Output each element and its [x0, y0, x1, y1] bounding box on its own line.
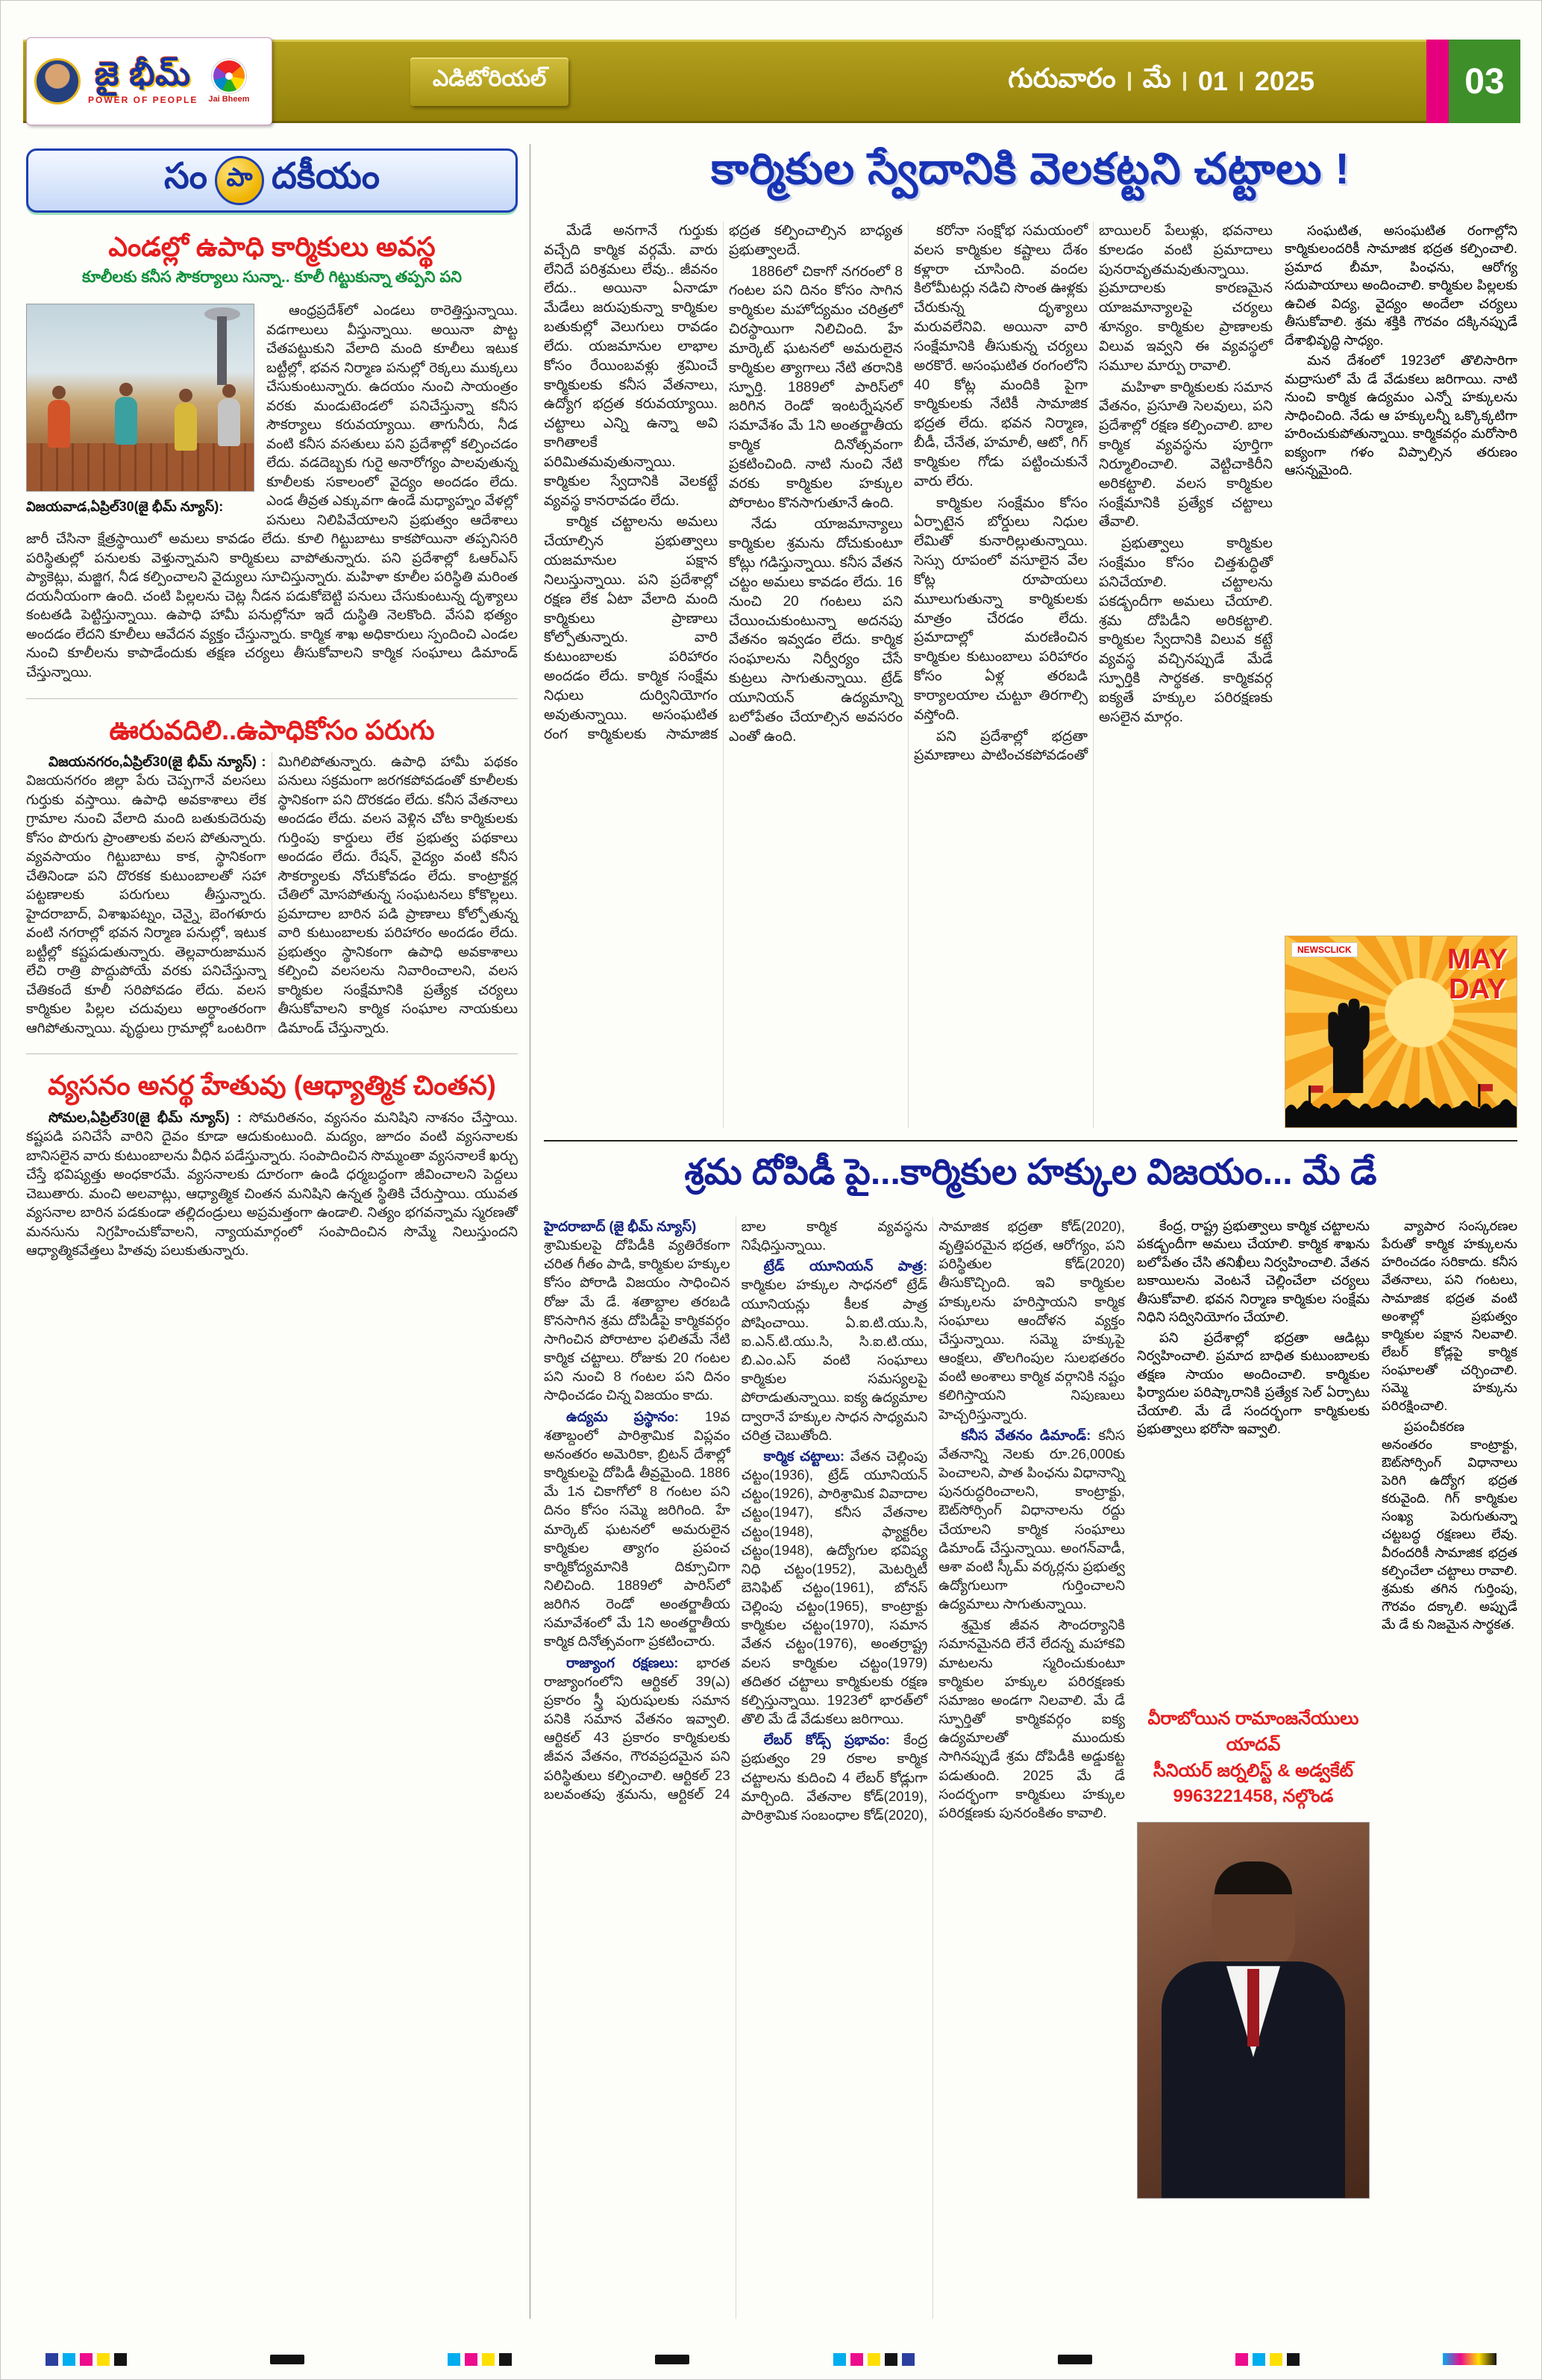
author-contact: 9963221458, నల్గొండ — [1173, 1786, 1334, 1807]
body-text: కనీస వేతనాన్ని నెలకు రూ.26,000కు పెంచాలని, పాత పింఛను విధానాన్ని పునరుద్ధరించాలని, కాంట్రాక్టు, ఔట్‌సోర్సింగ్ విధానాలను రద్దు చేయాలని కార్మిక సంఘాలు డిమాండ్ చేస్తున్నాయి. అంగన్‌వాడీ, ఆశా వంటి స్కీమ్ వర్కర్లను ప్రభుత్వ ఉద్యోగులుగా గుర్తించాలని ఉద్యమాలు సాగుతున్నాయి. — [938, 1427, 1125, 1612]
sub-heading: ట్రేడ్ యూనియన్ పాత్ర: — [763, 1258, 928, 1274]
dateline: హైదరాబాద్ (జై భీమ్ న్యూస్) — [544, 1218, 697, 1234]
section-title-part: దకీయం — [272, 156, 380, 196]
paragraph: 1886లో చికాగో నగరంలో 8 గంటల పని దినం కోసం సాగిన కార్మికుల మహోద్యమం చరిత్రలో చిరస్థాయిగా నిలిచింది. హే మార్కెట్ ఘటనలో అమరులైన కార్మికుల త్యాగాలు నేటి తరానికి స్ఫూర్తి. 1889లో పారిస్‌లో జరిగిన రెండో ఇంటర్నేషనల్ సమావేశం మే 1ని అంతర్జాతీయ కార్మిక దినోత్సవంగా ప్రకటించింది. నాటి నుంచి నేటి వరకు కార్మికుల హక్కుల పోరాటం కొనసాగుతూనే ఉంది. — [729, 263, 903, 511]
dateline: సోమల,ఏప్రిల్30(జై భీమ్ న్యూస్) : — [48, 1109, 242, 1125]
paragraph: కేంద్ర, రాష్ట్ర ప్రభుత్వాలు కార్మిక చట్టాలను పకడ్బందీగా అమలు చేయాలి. కార్మిక శాఖను బలోపేతం చేసి తనిఖీలు నిర్వహించాలి. వేతన బకాయిలను వెంటనే చెల్లించేలా చర్యలు తీసుకోవాలి. భవన నిర్మాణ కార్మికుల సంక్షేమ నిధిని సద్వినియోగం చేయాలి. — [1137, 1218, 1370, 1325]
sub-heading: కనీస వేతనం డిమాండ్: — [961, 1427, 1091, 1443]
mayday-article-headline: శ్రమ దోపిడీ పై...కార్మికుల హక్కుల విజయం... మే డే — [684, 1153, 1377, 1192]
article-body — [26, 1108, 518, 1260]
registration-dash — [655, 2355, 689, 2364]
article-title: ఎండల్లో ఉపాధి కార్మికులు అవస్థ — [108, 231, 436, 262]
sub-heading: లేబర్ కోడ్స్ ప్రభావం: — [763, 1732, 890, 1748]
article-subtitle: కూలీలకు కనీస సౌకర్యాలు సున్నా.. కూలీ గిట్టుకున్నా తప్పని పని — [81, 269, 463, 286]
color-marks — [46, 2353, 127, 2366]
author-name: వీరాబోయిన రామాంజనేయులు యాదవ్ — [1147, 1709, 1359, 1755]
body-text: భారత రాజ్యాంగంలోని ఆర్టికల్ 39(ఎ) ప్రకారం స్త్రీ పురుషులకు సమాన పనికి సమాన వేతనం ఇవ్వాలి. ఆర్టికల్ 43 ప్రకారం కార్మికులకు జీవన వేతనం, గౌరవప్రదమైన పని పరిస్థితులు కల్పించాలి. ఆర్టికల్ 23 బలవంతపు శ్రమను, ఆర్టికల్ 24 బాల కార్మిక వ్యవస్థను నిషేధిస్తున్నాయి. — [544, 1218, 928, 1802]
body-text: శ్రమైక జీవన సౌందర్యానికి సమానమైనది లేనే లేదన్న మహాకవి మాటలను స్మరించుకుంటూ కార్మికుల హక్కుల పరిరక్షణకు సమాజం అండగా నిలవాలి. మే డే స్ఫూర్తితో కార్మికవర్గం ఐక్య ఉద్యమాలతో ముందుకు సాగినప్పుడే శ్రమ దోపిడీకి అడ్డుకట్ట పడుతుంది. 2025 మే డే సందర్భంగా కార్మికులు హక్కుల పరిరక్షణకు పునరంకితం కావాలి. — [938, 1617, 1125, 1820]
article-spiritual — [26, 1053, 518, 1259]
may-day-label-line: MAY — [1447, 944, 1508, 975]
section-label: ఎడిటోరియల్ — [410, 57, 568, 106]
editorial-column — [26, 144, 530, 2319]
workers-photo — [26, 304, 254, 516]
article-body — [26, 752, 518, 1038]
sub-heading: ఉద్యమ ప్రస్థానం: — [566, 1408, 679, 1424]
crowd-silhouette — [1285, 1084, 1517, 1127]
date-month: మే — [1142, 62, 1171, 93]
date-day: 01 — [1197, 66, 1228, 96]
body-text: సోమరితనం, వ్యసనం మనిషిని నాశనం చేస్తాయి. కష్టపడి పనిచేసే వారిని దైవం కూడా ఆదుకుంటుంది. మద్యం, జూదం వంటి వ్యసనాలకు బానిసలైన వారు కుటుంబాలను వీధిన పడేస్తున్నారు. సంపాదించిన సొమ్మంతా వ్యసనాలకే ఖర్చు చేస్తే భవిష్యత్తు అంధకారమే. వ్యసనాలకు దూరంగా ఉండి ధర్మబద్ధంగా జీవించాలని పెద్దలు చెబుతారు. మంచి అలవాట్లు, ఆధ్యాత్మిక చింతన మనిషిని ఉన్నత స్థితికి చేరుస్తాయి. యువత వ్యసనాల బారిన పడకుండా తల్లిదండ్రులు అప్రమత్తంగా ఉండాలి. నిత్యం భగవన్నామ స్మరణతో మనసును నిగ్రహించుకోవాలని, న్యాయమార్గంలో సంపాదించిన సొమ్మే నిలుస్తుందని ఆధ్యాత్మికవేత్తలు హితవు పలుకుతున్నారు. — [26, 1109, 518, 1259]
may-day-label — [1447, 945, 1508, 1005]
section-divider — [544, 1140, 1517, 1142]
color-marks — [1235, 2353, 1300, 2366]
paper-tagline: POWER OF PEOPLE — [88, 95, 198, 105]
sub-heading: రాజ్యాంగ రక్షణలు: — [566, 1654, 679, 1670]
sub-heading: కార్మిక చట్టాలు: — [763, 1447, 845, 1464]
paper-logo-text: Jai Bheem — [208, 95, 250, 104]
body-text: వేతన చెల్లింపు చట్టం(1936), ట్రేడ్ యూనియన్ చట్టం(1926), పారిశ్రామిక వివాదాల చట్టం(1947), కనీస వేతనాల చట్టం(1948), ఫ్యాక్టరీల చట్టం(1948), ఉద్యోగుల భవిష్య నిధి చట్టం(1952), మెటర్నిటీ బెనిఫిట్ చట్టం(1961), బోనస్ చెల్లింపు చట్టం(1965), కాంట్రాక్టు కార్మికుల చట్టం(1970), సమాన వేతన చట్టం(1976), అంతర్రాష్ట్ర వలస కార్మికుల చట్టం(1979) తదితర చట్టాలు కార్మికులకు రక్షణ కల్పిస్తున్నాయి. 1923లో భారత్‌లో తొలి మే డే వేడుకలు జరిగాయి. — [741, 1447, 928, 1727]
main-headline: కార్మికుల స్వేదానికి వెలకట్టని చట్టాలు ! — [711, 145, 1350, 193]
paragraph — [544, 1407, 730, 1651]
paragraph: కరోనా సంక్షోభ సమయంలో వలస కార్మికుల కష్టాలు దేశం కళ్లారా చూసింది. వందల కిలోమీటర్లు నడిచి సొంత ఊళ్లకు చేరుకున్న దృశ్యాలు మరువలేనివి. అయినా వారి సంక్షేమానికి తీసుకున్న చర్యలు అరకొరే. అసంఘటిత రంగంలోని 40 కోట్ల మందికి పైగా కార్మికులకు నేటికీ సామాజిక భద్రత లేదు. భవన నిర్మాణ, బీడీ, చేనేత, హమాలీ, ఆటో, గిగ్ కార్మికుల గోడు పట్టించుకునే వారు లేరు. — [914, 223, 1088, 489]
print-registration-marks — [46, 2351, 1496, 2367]
editorial-article — [544, 222, 1517, 1128]
date-weekday: గురువారం — [1008, 62, 1116, 93]
date-separator — [1128, 72, 1131, 91]
brick-workers-image — [26, 304, 254, 492]
paragraph: మహిళా కార్మికులకు సమాన వేతనం, ప్రసూతి సెలవులు, పని ప్రదేశాల్లో రక్షణ కల్పించాలి. బాల కార్మిక వ్యవస్థను పూర్తిగా నిర్మూలించాలి. వెట్టిచాకిరీని అరికట్టాలి. వలస కార్మికుల సంక్షేమానికి ప్రత్యేక చట్టాలు తేవాలి. — [1099, 379, 1273, 530]
author-title: సీనియర్ జర్నలిస్ట్ & అడ్వకేట్ — [1153, 1760, 1354, 1781]
color-gradient-strip — [1443, 2353, 1496, 2365]
section-title-part: సం — [163, 156, 208, 196]
paragraph: సంఘటిత, అసంఘటిత రంగాల్లోని కార్మికులందరికీ సామాజిక భద్రత కల్పించాలి. ప్రమాద బీమా, పింఛను, ఆరోగ్య సదుపాయాలు అందించాలి. కార్మికుల పిల్లలకు ఉచిత విద్య, వైద్యం అందేలా చర్యలు తీసుకోవాలి. శ్రమ శక్తికి గౌరవం దక్కినప్పుడే దేశాభివృద్ధి సాధ్యం. — [1285, 223, 1517, 348]
body-text: కార్మికుల హక్కుల సాధనలో ట్రేడ్ యూనియన్లు కీలక పాత్ర పోషించాయి. ఏ.ఐ.టి.యు.సి, ఐ.ఎన్.టి.యు.సి, సి.ఐ.టి.యు, బి.ఎం.ఎస్ వంటి సంఘాలు కార్మికుల సమస్యలపై పోరాడుతున్నాయి. ఐక్య ఉద్యమాల ద్వారానే హక్కుల సాధన సాధ్యమని చరిత్ర చెబుతోంది. — [741, 1277, 928, 1443]
body-text: కేంద్ర ప్రభుత్వం 29 రకాల కార్మిక చట్టాలను కుదించి 4 లేబర్ కోడ్లుగా మార్చింది. వేతనాల కోడ్(2019), పారిశ్రామిక సంబంధాల కోడ్(2020), సామాజిక భద్రతా కోడ్(2020), వృత్తిపరమైన భద్ర‌త, ఆరోగ్యం, పని పరిస్థితుల కోడ్(2020) తీసుకొచ్చింది. ఇవి కార్మికుల హక్కులను హరిస్తాయని కార్మిక సంఘాలు ఆందోళన వ్యక్తం చేస్తున్నాయి. సమ్మె హక్కుపై ఆంక్షలు, తొలగింపుల సులభతరం వంటి అంశాలు కార్మిక వర్గానికి నష్టం కలిగిస్తాయని నిపుణులు హెచ్చరిస్తున్నారు. — [741, 1218, 1125, 1823]
may-day-label-line: DAY — [1449, 973, 1506, 1005]
side-column-text — [1285, 222, 1517, 928]
paragraph: కార్మికుల సంక్షేమం కోసం ఏర్పాటైన బోర్డులు నిధుల లేమితో కునారిల్లుతున్నాయి. సెస్సు రూపంలో వసూలైన వేల కోట్ల రూపాయలు మూలుగుతున్నా కార్మికులకు మాత్రం చేరడం లేదు. ప్రమాదాల్లో మరణించిన కార్మికుల కుటుంబాలు పరిహారం కోసం ఏళ్ల తరబడి కార్యాలయాల చుట్టూ తిరగాల్సి వస్తోంది. — [914, 495, 1088, 723]
color-marks — [448, 2353, 512, 2366]
author-photo — [1137, 1822, 1370, 2199]
publication-date — [1008, 63, 1314, 101]
article-body: ఆంధ్రప్రదేశ్‌లో ఎండలు ఠారెత్తిస్తున్నాయి. వడగాలులు వీస్తున్నాయి. అయినా పొట్ట చేతపట్టుకుని వేలాది మంది కూలీలు ఇటుక బట్టీల్లో, భవన నిర్మాణ పనుల్లో రెక్కలు ముక్కలు చేసుకుంటున్నారు. ఉదయం నుంచి సాయంత్రం వరకు మండుటెండలో పనిచేస్తున్నా కనీస సౌకర్యాలు కరువయ్యాయి. తాగునీరు, నీడ వంటి కనీస వసతులు పని ప్రదేశాల్లో కల్పించడం లేదు. వడదెబ్బకు గురై అనారోగ్యం పాలవుతున్న కూలీలకు సకాలంలో వైద్యం అందడం లేదు. ఎండ తీవ్రత ఎక్కువగా ఉండే మధ్యాహ్నం వేళల్లో పనులు నిలిపివేయాలని ప్రభుత్వం ఆదేశాలు జారీ చేసినా క్షేత్రస్థాయిలో అమలు కావడం లేదు. కూలి గిట్టుబాటు కాకపోయినా తప్పనిసరి పరిస్థితుల్లో పనులకు వెళ్తున్నామని కార్మికులు వాపోతున్నారు. పని ప్రదేశాల్లో ఓఆర్ఎస్ ప్యాకెట్లు, మజ్జిగ, నీడ కల్పించాలని వైద్యులు సూచిస్తున్నారు. మహిళా కూలీల పరిస్థితి మరింత దయనీయంగా ఉంది. చంటి పిల్లలను చెట్ల నీడన పడుకోబెట్టి పనులు చేసుకుంటున్న దృశ్యాలు కంటతడి పెట్టిస్తున్నాయి. ఉపాధి హామీ పనుల్లోనూ ఇదే దుస్థితి నెలకొంది. వేసవి భత్యం అందడం లేదని కూలీలు ఆవేదన వ్యక్తం చేస్తున్నారు. కార్మిక శాఖ అధికారులు స్పందించి ఎండల నుంచి కూలీలను కాపాడేందుకు తక్షణ చర్యలు తీసుకోవాలని కార్మిక సంఘాలు డిమాండ్ చేస్తున్నాయి. — [26, 302, 518, 680]
editorial-side-column — [1285, 222, 1517, 1128]
worker-figure — [218, 398, 240, 446]
paragraph: వ్యాపార సంస్కరణల పేరుతో కార్మిక హక్కులను హరించడం సరికాదు. కనీస వేతనాలు, పని గంటలు, సామాజిక భద్రత వంటి అంశాల్లో ప్రభుత్వం కార్మికుల పక్షాన నిలవాలి. లేబర్ కోడ్లపై కార్మిక సంఘాలతో చర్చించాలి. సమ్మె హక్కును పరిరక్షించాలి. — [1382, 1218, 1517, 1414]
paragraph: ప్రభుత్వాలు కార్మికుల సంక్షేమం కోసం చిత్తశుద్ధితో పనిచేయాలి. చట్టాలను పకడ్బందీగా అమలు చేయాలి. శ్రమ దోపిడీని అరికట్టాలి. కార్మికుల స్వేదానికి విలువ కట్టే వ్యవస్థ వచ్చినప్పుడే మేడే స్ఫూర్తికి సార్థకత. కార్మికవర్గ ఐక్యతే హక్కుల పరిరక్షణకు అసలైన మార్గం. — [1099, 536, 1273, 725]
body-text: విజయనగరం జిల్లా పేరు చెప్పగానే వలసలు గుర్తుకు వస్తాయి. ఉపాధి అవకాశాలు లేక గ్రామాల నుంచి వేలాది మంది బతుకుదెరువు కోసం పొరుగు ప్రాంతాలకు వలస పోతున్నారు. వ్యవసాయం గిట్టుబాటు కాక, స్థానికంగా చేతినిండా పని దొరకక కుటుంబాలతో సహా పట్టణాలకు పరుగులు తీస్తున్నారు. హైదరాబాద్, విశాఖపట్నం, చెన్నై, బెంగళూరు వంటి నగరాల్లో భవన నిర్మాణ పనుల్లో, ఇటుక బట్టీల్లో కష్టపడుతున్నారు. తెల్లవారుజామున లేచి రాత్రి పొద్దుపోయే వరకు పనిచేస్తున్నా చేతికందే కూలీ సరిపోవడం లేదు. వలస కార్మికుల పిల్లల చదువులు అర్ధాంతరంగా ఆగిపోతున్నాయి. వృద్ధులు గ్రామాల్లో ఒంటరిగా మిగిలిపోతున్నారు. ఉపాధి హామీ పథకం పనులు సక్రమంగా జరగకపోవడంతో కూలీలకు స్థానికంగా పని దొరకడం లేదు. కనీస వేతనాలు అందడం లేదు. వలస వెళ్లిన చోట కార్మికులకు గుర్తింపు కార్డులు లేక ప్రభుత్వ పథకాలు అందడం లేదు. రేషన్, వైద్యం వంటి కనీస సౌకర్యాలకు నోచుకోవడం లేదు. కాంట్రాక్టర్ల చేతిలో మోసపోతున్న సంఘటనలు కోకొల్లలు. ప్రమాదాల బారిన పడి ప్రాణాలు కోల్పోతున్న వారి కుటుంబాలకు పరిహారం అందడం లేదు. ప్రభుత్వం స్థానికంగా ఉపాధి అవకాశాలు కల్పించి వలసలను నివారించాలని, వలస కార్మికుల సంక్షేమానికి ప్రత్యేక చర్యలు తీసుకోవాలని కార్మిక సంఘాల నాయకులు డిమాండ్ చేస్తున్నారు. — [26, 753, 518, 1036]
pinwheel-icon — [212, 59, 246, 93]
dateline: విజయవాడ,ఏప్రిల్30(జై భీమ్ న్యూస్): — [26, 499, 224, 515]
section-title-circle: పా — [215, 156, 264, 205]
ambedkar-portrait-icon — [34, 58, 81, 104]
editorial-text-columns — [544, 222, 1273, 1128]
article-title: ఊరువదిలి..ఉపాధికోసం పరుగు — [109, 714, 435, 745]
author-credit — [1140, 1706, 1367, 1810]
worker-figure — [115, 397, 137, 445]
paragraph: నేడు యాజమాన్యాలు కార్మికుల శ్రమను దోచుకుంటూ కోట్లు గడిస్తున్నాయి. కనీస వేతన చట్టం అమలు కావడం లేదు. 16 నుంచి 20 గంటలు పని చేయించుకుంటున్నా అదనపు వేతనం ఇవ్వడం లేదు. కార్మిక సంఘాలను నిర్వీర్యం చేసే కుట్రలు సాగుతున్నాయి. ట్రేడ్ యూనియన్ ఉద్యమాన్ని బలోపేతం చేయాల్సిన అవసరం ఎంతో ఉంది. — [729, 516, 903, 745]
paragraph: మేడే అనగానే గుర్తుకు వచ్చేది కార్మిక వర్గమే. వారు లేనిదే పరిశ్రమలు లేవు.. జీవనం లేదు.. అయినా ఏనాడూ మేడేలు జరుపుకున్నా కార్మికుల బతుకుల్లో వెలుగులు రావడం లేదు. యజమానుల లాభాల కోసం రేయింబవళ్లు శ్రమించే కార్మికులకు కనీస వేతనాలు, ఉద్యోగ భద్రత కరువయ్యాయి. చట్టాలు ఎన్ని ఉన్నా అవి కాగితాలకే పరిమితమవుతున్నాయి. కార్మికుల స్వేదానికి వెలకట్టే వ్యవస్థ కానరావడం లేదు. — [544, 223, 718, 509]
paragraph — [544, 1217, 730, 1405]
article-title: వ్యసనం అనర్థ హేతువు (ఆధ్యాత్మిక చింతన) — [48, 1070, 496, 1101]
pinwheel-logo — [208, 59, 249, 104]
portrait-tie-shape — [1247, 1969, 1259, 2047]
worker-figure — [48, 400, 70, 448]
paragraph — [938, 1426, 1125, 1614]
paragraph — [938, 1615, 1125, 1822]
page-number: 03 — [1449, 40, 1520, 123]
body-text: 19వ శతాబ్దంలో పారిశ్రామిక విప్లవం అనంతరం అమెరికా, బ్రిటన్ దేశాల్లో కార్మికులపై దోపిడీ తీవ్రమైంది. 1886 మే 1న చికాగోలో 8 గంటల పని దినం కోసం సమ్మె జరిగింది. హే మార్కెట్ ఘటనలో అమరులైన కార్మికుల త్యాగం ప్రపంచ కార్మికోద్యమానికి దిక్సూచిగా నిలిచింది. 1889లో పారిస్‌లో జరిగిన రెండో అంతర్జాతీయ సమావేశంలో మే 1ని అంతర్జాతీయ కార్మిక దినోత్సవంగా ప్రకటించారు. — [544, 1408, 730, 1650]
worker-figure — [175, 403, 197, 451]
paragraph: కార్మిక చట్టాలను అమలు చేయాల్సిన ప్రభుత్వాలు యజమానుల పక్షాన నిలుస్తున్నాయి. పని ప్రదేశాల్లో రక్షణ లేక ఏటా వేలాది మంది కార్మికులు ప్రాణాలు కోల్పోతున్నారు. వారి కుటుంబాలకు పరిహారం అందడం లేదు. కార్మిక సంక్షేమ నిధులు దుర్వినియోగం అవుతున్నాయి. అసంఘటిత రంగ కార్మికులకు సామాజిక భద్రత కల్పించాల్సిన బాధ్యత ప్రభుత్వాలదే. — [544, 223, 903, 742]
chimney-shape — [217, 316, 227, 385]
paragraph — [742, 1447, 928, 1728]
may-day-graphic — [1285, 936, 1517, 1128]
article-heat-workers — [26, 231, 518, 682]
editorial-section-title — [26, 148, 518, 213]
mayday-side-column — [1137, 1217, 1370, 2319]
date-year: 2025 — [1254, 66, 1314, 96]
mayday-article — [544, 1217, 1517, 2319]
article-migration — [26, 698, 518, 1038]
main-area — [544, 144, 1517, 2319]
side-column-text — [1137, 1217, 1370, 1694]
raised-fist-icon — [1299, 981, 1388, 1093]
color-marks — [833, 2353, 915, 2366]
dateline: విజయనగరం,ఏప్రిల్30(జై భీమ్ న్యూస్) : — [48, 753, 266, 769]
body-text: శ్రామికులపై దోపిడీకి వ్యతిరేకంగా చరిత గీతం పాడి, కార్మికుల హక్కుల కోసం పోరాడి విజయం సాధించిన రోజు మే డే. శతాబ్దాల తరబడి కొనసాగిన శ్రమ దోపిడీపై కార్మికవర్గం సాగించిన పోరాటాల ఫలితమే నేటి కార్మిక చట్టాలు. రోజుకు 20 గంటల పని నుంచి 8 గంటల పని దినం సాధించడం చిన్న విజయం కాదు. — [544, 1237, 730, 1403]
page-content — [26, 144, 1517, 2319]
newsclick-watermark: NEWSCLICK — [1291, 942, 1358, 957]
date-separator — [1183, 72, 1186, 91]
color-strip — [1426, 40, 1449, 123]
paper-logo — [88, 58, 198, 104]
paragraph: ప్రపంచీకరణ అనంతరం కాంట్రాక్టు, ఔట్‌సోర్సింగ్ విధానాలు పెరిగి ఉద్యోగ భద్రత కరువైంది. గిగ్ కార్మికుల సంఖ్య పెరుగుతున్నా చట్టబద్ధ రక్షణలు లేవు. వీరందరికీ సామాజిక భద్రత కల్పించేలా చట్టాలు రావాలి. శ్రమకు తగిన గుర్తింపు, గౌరవం దక్కాలి. అప్పుడే మే డే కు నిజమైన సార్థకత. — [1382, 1418, 1517, 1632]
page-header — [23, 40, 1520, 123]
registration-dash — [270, 2355, 304, 2364]
date-separator — [1240, 72, 1243, 91]
mayday-narrow-column — [1382, 1217, 1517, 2319]
portrait-head-shape — [1212, 1866, 1295, 1972]
paragraph: పని ప్రదేశాల్లో భద్రతా ఆడిట్లు నిర్వహించాలి. ప్రమాద బాధిత కుటుంబాలకు తక్షణ సాయం అందించాలి. కార్మికుల ఫిర్యాదుల పరిష్కారానికి ప్రత్యేక సెల్ ఏర్పాటు చేయాలి. మే డే సందర్భంగా కార్మికులకు ప్రభుత్వాలు భరోసా ఇవ్వాలి. — [1137, 1330, 1370, 1437]
paragraph: మన దేశంలో 1923లో తొలిసారిగా మద్రాసులో మే డే వేడుకలు జరిగాయి. నాటి నుంచి కార్మిక ఉద్యమం ఎన్నో హక్కులను సాధించింది. నేడు ఆ హక్కులన్నీ ఒక్కొక్కటిగా హరించుకుపోతున్నాయి. కార్మికవర్గం మరోసారి ఐక్యంగా గళం విప్పాల్సిన తరుణం ఆసన్నమైంది. — [1285, 353, 1517, 478]
registration-dash — [1058, 2355, 1092, 2364]
paragraph — [742, 1256, 928, 1444]
mayday-text-columns — [544, 1217, 1125, 2319]
paragraph: పని ప్రదేశాల్లో భద్రతా ప్రమాణాలు పాటించకపోవడంతో బాయిలర్ పేలుళ్లు, భవనాలు కూలడం వంటి ప్రమాదాలు పునరావృతమవుతున్నాయి. ప్రమాదాలకు కారణమైన యాజమాన్యాలపై చర్యలు శూన్యం. కార్మికుల ప్రాణాలకు విలువ ఇవ్వని ఈ వ్యవస్థలో సమూల మార్పు రావాలి. — [914, 223, 1273, 764]
paper-name: జై భీమ్ — [95, 56, 192, 93]
masthead — [26, 37, 272, 125]
